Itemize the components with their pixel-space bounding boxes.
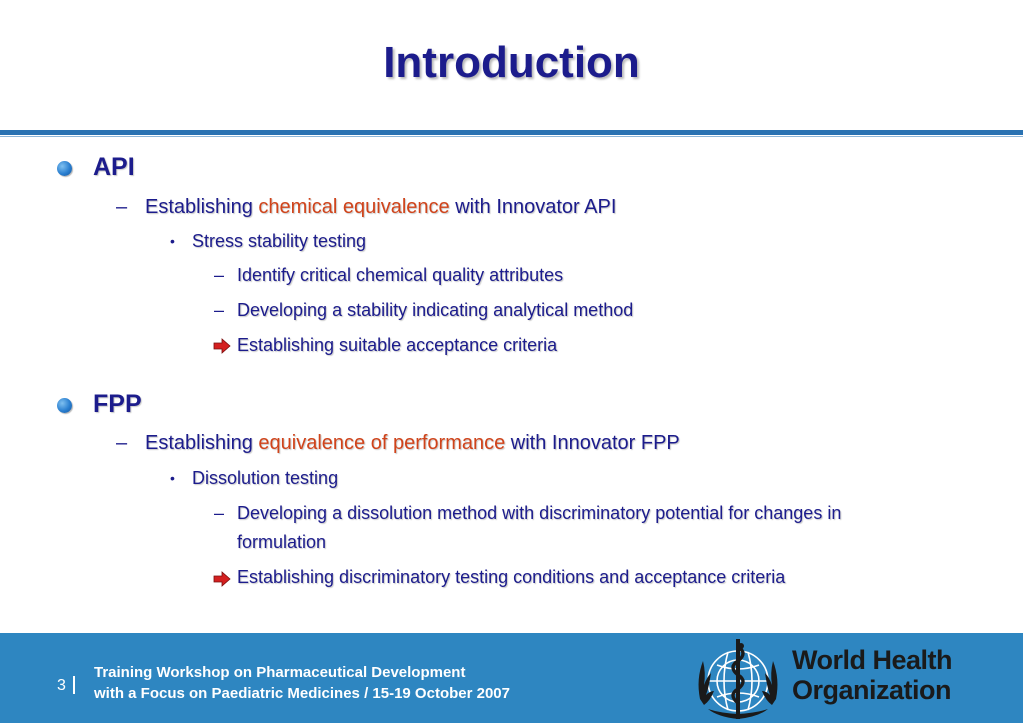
section-heading-api: API [93,153,135,181]
api-test: Stress stability testing [192,231,367,251]
bullet-dot-icon [57,161,72,176]
api-subpoint-pre: Establishing [145,196,259,218]
api-subpoint-highlight: chemical equivalence [258,196,450,218]
title-divider-thin [0,136,1023,137]
api-item-1: Identify critical chemical quality attributes [237,265,564,285]
api-subpoint [145,196,616,219]
api-item-3: Establishing suitable acceptance criteria [237,335,558,355]
dash-bullet-icon: – [116,196,128,218]
section-heading-fpp: FPP [93,390,142,418]
dash-bullet-icon: – [214,265,225,285]
who-emblem-icon [694,635,782,721]
fpp-subpoint [145,432,680,455]
dash-bullet-icon: – [116,432,128,454]
who-wordmark-line-2: Organization [792,675,952,705]
api-item-2: Developing a stability indicating analytical method [237,300,634,320]
page-separator [73,676,75,694]
bullet-dot-icon [57,398,72,413]
fpp-subpoint-highlight: equivalence of performance [258,432,506,454]
red-arrow-icon [213,571,231,587]
red-arrow-icon [213,338,231,354]
footer-caption [94,662,510,704]
dash-bullet-icon: – [214,300,225,320]
who-wordmark [792,645,952,705]
dash-bullet-icon: – [214,503,225,523]
fpp-item-3: Establishing discriminatory testing conditions and acceptance criteria [237,567,786,587]
fpp-subpoint-pre: Establishing [145,432,259,454]
slide-title: Introduction [383,38,640,87]
title-divider [0,130,1023,135]
fpp-item-1-cont: formulation [237,532,327,552]
small-bullet-icon: • [170,233,175,249]
who-wordmark-line-1: World Health [792,645,953,675]
fpp-test: Dissolution testing [192,468,339,488]
fpp-subpoint-post: with Innovator FPP [505,432,680,454]
footer-line-2: with a Focus on Paediatric Medicines / 15-19 October 2007 [94,685,510,702]
page-number: 3 [57,677,66,694]
fpp-item-1: Developing a dissolution method with discriminatory potential for changes in [237,503,842,523]
footer-line-1: Training Workshop on Pharmaceutical Development [94,664,466,681]
small-bullet-icon: • [170,470,175,486]
api-subpoint-post: with Innovator API [449,196,617,218]
